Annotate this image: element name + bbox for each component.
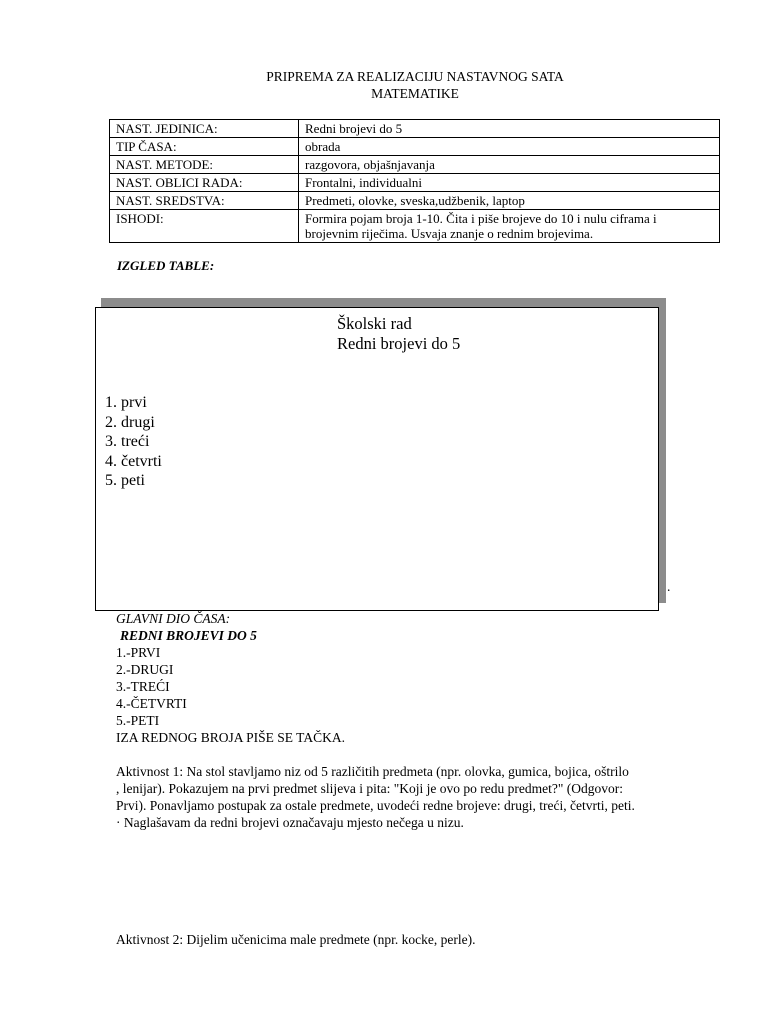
list-item: 4.-ČETVRTI xyxy=(116,696,187,711)
dot-note: IZA REDNOG BROJA PIŠE SE TAČKA. xyxy=(116,730,345,745)
activity1-line: Aktivnost 1: Na stol stavljamo niz od 5 različitih predmeta (npr. olovka, gumica, bojica, oštrilo xyxy=(116,764,629,779)
board-subtitle: Redni brojevi do 5 xyxy=(337,334,461,353)
table-cell-label: TIP ČASA: xyxy=(110,138,299,156)
table-row xyxy=(110,192,720,210)
table-row xyxy=(110,138,720,156)
board-heading: IZGLED TABLE: xyxy=(117,258,215,273)
list-item: 5.-PETI xyxy=(116,713,160,728)
list-item: 2.-DRUGI xyxy=(116,662,174,677)
section-title: GLAVNI DIO ČASA: xyxy=(116,611,231,626)
list-item: 2. drugi xyxy=(105,413,155,431)
table-cell-label: NAST. JEDINICA: xyxy=(110,120,299,138)
document-subtitle: MATEMATIKE xyxy=(371,86,459,101)
lesson-info-table xyxy=(109,119,720,243)
activity1-line: , lenijar). Pokazujem na prvi predmet slijeva i pita: "Koji je ovo po redu predmet?" (Odgovor: xyxy=(116,781,624,796)
board-title: Školski rad xyxy=(337,314,412,333)
table-cell-value: obrada xyxy=(299,138,720,156)
table-cell-label: NAST. METODE: xyxy=(110,156,299,174)
document-title: PRIPREMA ZA REALIZACIJU NASTAVNOG SATA xyxy=(266,69,564,84)
list-item: 3.-TREĆI xyxy=(116,679,170,694)
activity1-line: · Naglašavam da redni brojevi označavaju mjesto nečega u nizu. xyxy=(116,815,464,830)
section-subtitle: REDNI BROJEVI DO 5 xyxy=(120,628,257,643)
table-cell-value: Redni brojevi do 5 xyxy=(299,120,720,138)
table-row xyxy=(110,156,720,174)
table-cell-value: Predmeti, olovke, sveska,udžbenik, laptop xyxy=(299,192,720,210)
list-item: 1.-PRVI xyxy=(116,645,161,660)
list-item: 4. četvrti xyxy=(105,452,162,470)
lesson-list xyxy=(116,644,187,729)
table-cell-value: razgovora, objašnjavanja xyxy=(299,156,720,174)
stray-dot: . xyxy=(667,579,671,594)
list-item: 1. prvi xyxy=(105,394,147,411)
table-cell-label: ISHODI: xyxy=(110,210,299,243)
board-list xyxy=(105,393,162,491)
table-cell-value: Formira pojam broja 1-10. Čita i piše brojeve do 10 i nulu ciframa i brojevnim riječima. Usvaja znanje o rednim brojevima. xyxy=(299,210,720,243)
table-cell-label: NAST. OBLICI RADA: xyxy=(110,174,299,192)
activity1-line: Prvi). Ponavljamo postupak za ostale predmete, uvodeći redne brojeve: drugi, treći, četvrti, peti. xyxy=(116,798,635,813)
board-frame xyxy=(95,307,659,611)
table-row xyxy=(110,210,720,243)
table-cell-label: NAST. SREDSTVA: xyxy=(110,192,299,210)
table-cell-value: Frontalni, individualni xyxy=(299,174,720,192)
list-item: 3. treći xyxy=(105,433,150,450)
table-row xyxy=(110,120,720,138)
list-item: 5. peti xyxy=(105,472,145,489)
table-row xyxy=(110,174,720,192)
activity2-text: Aktivnost 2: Dijelim učenicima male predmete (npr. kocke, perle). xyxy=(116,932,476,947)
